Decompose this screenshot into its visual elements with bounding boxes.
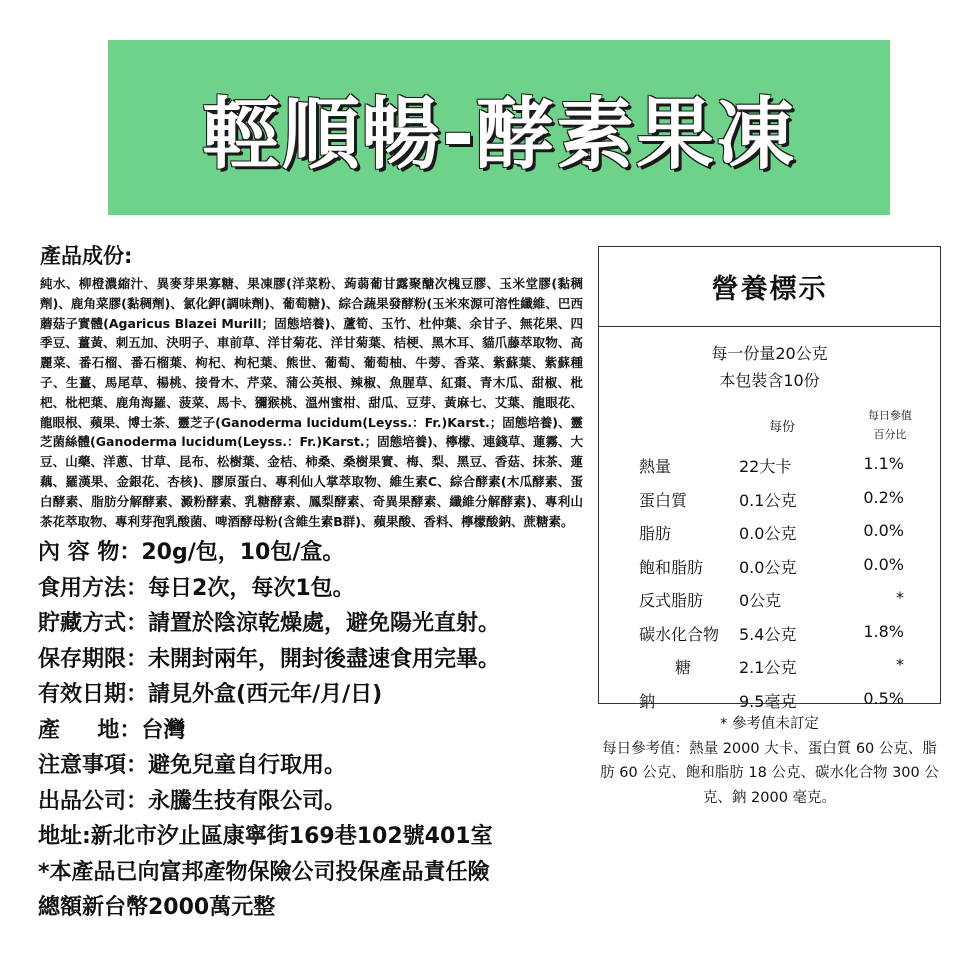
product-info-list (38, 535, 583, 819)
info-value: 請見外盒(西元年/月/日) (148, 682, 383, 708)
ingredients-title: 產品成份: (40, 244, 133, 268)
info-row-shelf-life (38, 642, 583, 678)
nutrition-footnote (598, 712, 941, 810)
daily-value-header-line2: 百分比 (873, 428, 907, 441)
nutrient-percent: 0.0% (863, 554, 904, 574)
nutrition-row-carbohydrate (599, 616, 940, 650)
info-value: 20g/包，10包/盒。 (141, 540, 345, 566)
info-value: 避免兒童自行取用。 (148, 753, 347, 779)
nutrition-row-sugar (599, 649, 940, 683)
info-row-caution (38, 748, 583, 784)
nutrition-row-sodium (599, 683, 940, 717)
info-label: 食用方法： (38, 575, 149, 601)
info-row-company (38, 784, 583, 820)
product-details (38, 240, 583, 926)
info-value: 每日2次，每次1包。 (148, 575, 355, 601)
title-banner (108, 40, 890, 215)
nutrient-percent: 0.5% (863, 688, 904, 708)
nutrition-column-headers (599, 404, 940, 446)
info-label: 注意事項： (38, 753, 149, 779)
nutrient-name: 蛋白質 (639, 490, 688, 510)
nutrition-row-trans-fat (599, 582, 940, 616)
company-address: 地址:新北市汐止區康寧街169巷102號401室 (38, 824, 493, 850)
nutrition-row-protein (599, 482, 940, 516)
nutrient-name: 脂肪 (639, 524, 672, 543)
nutrition-header (599, 247, 940, 327)
insurance-note-line-2: 總額新台幣2000萬元整 (38, 895, 276, 921)
info-row-expiry (38, 677, 583, 713)
info-row-storage (38, 606, 583, 642)
info-row-origin (38, 713, 583, 749)
info-label: 出品公司： (38, 788, 149, 814)
nutrient-value: 5.4公克 (739, 624, 797, 644)
nutrient-value: 22大卡 (739, 457, 792, 476)
nutrient-value: 0公克 (739, 591, 782, 610)
daily-value-header-line1: 每日參值 (868, 409, 912, 422)
serving-info (599, 340, 940, 394)
nutrition-facts-table (598, 246, 941, 711)
nutrient-name: 飽和脂肪 (639, 557, 704, 577)
info-label: 保存期限： (38, 646, 149, 672)
nutrient-name: 熱量 (639, 457, 672, 476)
nutrient-value: 0.0公克 (739, 524, 797, 543)
info-label: 貯藏方式： (38, 611, 149, 637)
servings-per-pack: 本包裝含10份 (719, 371, 820, 390)
info-value: 未開封兩年，開封後盡速食用完畢。 (148, 646, 501, 672)
nutrient-percent: * (896, 588, 904, 607)
nutrition-row-calories (599, 448, 940, 482)
info-label: 有效日期： (38, 682, 149, 708)
nutrient-value: 2.1公克 (739, 658, 797, 677)
info-value: 請置於陰涼乾燥處，避免陽光直射。 (148, 611, 501, 637)
nutrient-percent: 1.1% (863, 454, 904, 473)
nutrient-percent: 0.0% (863, 521, 904, 540)
nutrient-value: 9.5毫克 (739, 691, 797, 711)
nutrient-value: 0.1公克 (739, 490, 797, 510)
nutrient-name: 反式脂肪 (639, 591, 704, 610)
info-value: 永騰生技有限公司。 (148, 788, 347, 814)
info-label: 產 地： (38, 717, 142, 743)
nutrient-percent: 0.2% (863, 487, 904, 507)
per-serving-header: 每份 (769, 420, 796, 435)
info-value: 台灣 (141, 717, 186, 743)
nutrient-percent: * (896, 655, 904, 674)
product-title: 輕順暢-酵素果凍 (201, 89, 797, 180)
nutrient-percent: 1.8% (863, 621, 904, 641)
footnote-reference-values: 每日參考值：熱量 2000 大卡、蛋白質 60 公克、脂肪 60 公克、飽和脂肪 18 公克、碳水化合物 300 公克、鈉 2000 毫克。 (600, 740, 939, 806)
ingredients-text: 純水、柳橙濃縮汁、異麥芽果寡糖、果凍膠(洋菜粉、蒟蒻葡甘露聚醣次槐豆膠、玉米堂膠(黏稠劑)、鹿角菜膠(黏稠劑)、氯化鉀(調味劑)、葡萄糖)、綜合蔬果發酵粉(玉米來源可溶性纖維、巴西蘑菇子實體(Agaricus Blazei Murill；固態培養)、蘆筍、玉竹、杜仲葉、余甘子、無花果、四季豆、薑黃、刺五加、決明子、車前草、洋甘菊花、洋甘菊葉、桔梗、黑木耳、貓爪藤萃取物、高麗菜、番石榴、番石榴葉、枸杞、枸杞葉、熊世、葡萄、葡萄柚、牛蒡、香菜、紫蘇葉、紫蘇種子、生薑、馬尾草、楊桃、接骨木、芹菜、蒲公英根、辣椒、魚腥草、紅棗、青木瓜、甜椒、枇杷、枇杷葉、鹿角海羅、菠菜、馬卡、獼猴桃、溫州蜜柑、甜瓜、豆芽、黃麻七、艾葉、龍眼花、龍眼根、蘋果、博士茶、靈芝子(Ganoderma lucidum(Leyss.：Fr.)Karst.；固態培養)、靈芝菌絲體(Ganoderma lucidum(Leyss.：Fr.)Karst.；固態培養)、檸檬、連錢草、蓮霧、大豆、山藥、洋蔥、甘草、昆布、松樹葉、金桔、柿桑、桑樹果實、梅、梨、黑豆、香菇、抹茶、蓮藕、羅漢果、金銀花、杏核)、膠原蛋白、專利仙人掌萃取物、維生素C、綜合酵素(木瓜酵素、蛋白酵素、脂肪分解酵素、澱粉酵素、乳糖酵素、鳳梨酵素、奇異果酵素、纖維分解酵素)、專利山茶花萃取物、專利芽孢乳酸菌、啤酒酵母粉(含維生素B群)、蘋果酸、香料、檸檬酸鈉、蔗糖素。 (40, 276, 583, 529)
nutrition-row-saturated-fat (599, 549, 940, 583)
nutrition-title: 營養標示 (711, 274, 828, 305)
insurance-note-line-1: *本產品已向富邦產物保險公司投保產品責任險 (38, 859, 490, 885)
info-row-contents (38, 535, 583, 571)
nutrition-row-fat (599, 515, 940, 549)
footnote-unset: * 參考值未訂定 (720, 716, 819, 732)
daily-value-header (868, 406, 912, 444)
info-label: 內 容 物： (38, 540, 142, 566)
nutrient-name: 鈉 (639, 691, 656, 711)
nutrient-name: 糖 (675, 658, 692, 677)
nutrient-name: 碳水化合物 (639, 624, 720, 644)
info-row-usage (38, 571, 583, 607)
nutrient-value: 0.0公克 (739, 557, 797, 577)
serving-size: 每一份量20公克 (711, 344, 828, 363)
